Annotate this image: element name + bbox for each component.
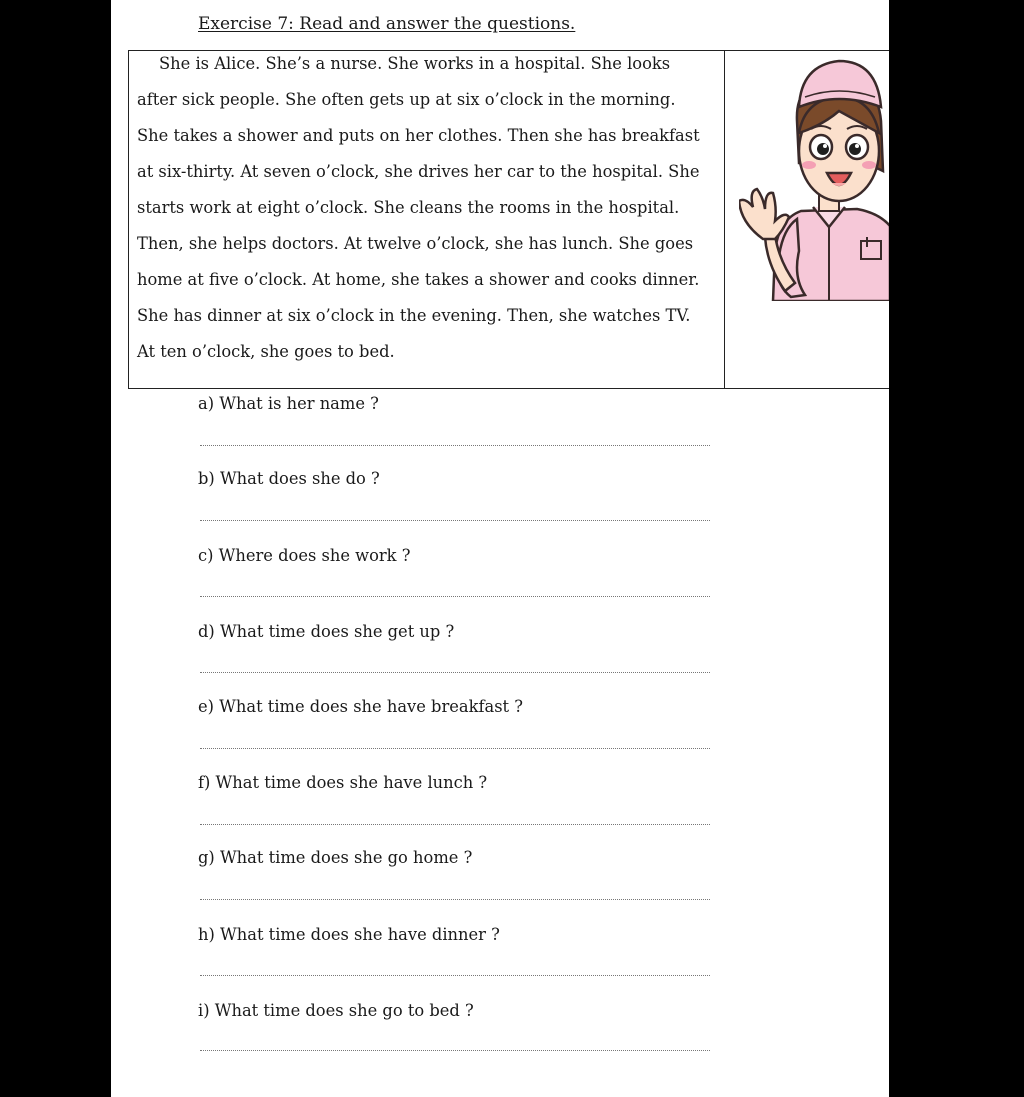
passage-line: She takes a shower and puts on her clothes. Then she has breakfast [137, 126, 700, 145]
answer-line-h[interactable] [200, 975, 710, 976]
answer-line-f[interactable] [200, 824, 710, 825]
question-g: g) What time does she go home ? [198, 848, 473, 867]
passage-line: starts work at eight o’clock. She cleans the rooms in the hospital. [137, 198, 680, 217]
answer-line-b[interactable] [200, 520, 710, 521]
answer-line-c[interactable] [200, 596, 710, 597]
picture-cell [725, 51, 889, 388]
question-a: a) What is her name ? [198, 394, 379, 413]
passage-line: She has dinner at six o’clock in the evening. Then, she watches TV. [137, 306, 691, 325]
answer-line-d[interactable] [200, 672, 710, 673]
answer-line-e[interactable] [200, 748, 710, 749]
passage-cell [129, 51, 725, 388]
question-f: f) What time does she have lunch ? [198, 773, 488, 792]
nurse-illustration-icon [739, 51, 889, 301]
answer-line-g[interactable] [200, 899, 710, 900]
question-b: b) What does she do ? [198, 469, 380, 488]
passage-line: At ten o’clock, she goes to bed. [137, 342, 395, 361]
question-h: h) What time does she have dinner ? [198, 925, 500, 944]
reading-passage-table [128, 50, 889, 389]
question-d: d) What time does she get up ? [198, 622, 455, 641]
question-i: i) What time does she go to bed ? [198, 1001, 474, 1020]
passage-line: She is Alice. She’s a nurse. She works in a hospital. She looks [159, 54, 671, 73]
answer-line-a[interactable] [200, 445, 710, 446]
passage-line: Then, she helps doctors. At twelve o’clock, she has lunch. She goes [137, 234, 694, 253]
passage-line: at six-thirty. At seven o’clock, she drives her car to the hospital. She [137, 162, 700, 181]
answer-line-i[interactable] [200, 1050, 710, 1051]
passage-line: home at five o’clock. At home, she takes a shower and cooks dinner. [137, 270, 700, 289]
worksheet-page [111, 0, 889, 1097]
question-e: e) What time does she have breakfast ? [198, 697, 523, 716]
passage-line: after sick people. She often gets up at six o’clock in the morning. [137, 90, 676, 109]
question-c: c) Where does she work ? [198, 546, 411, 565]
exercise-title: Exercise 7: Read and answer the questions. [198, 14, 576, 34]
